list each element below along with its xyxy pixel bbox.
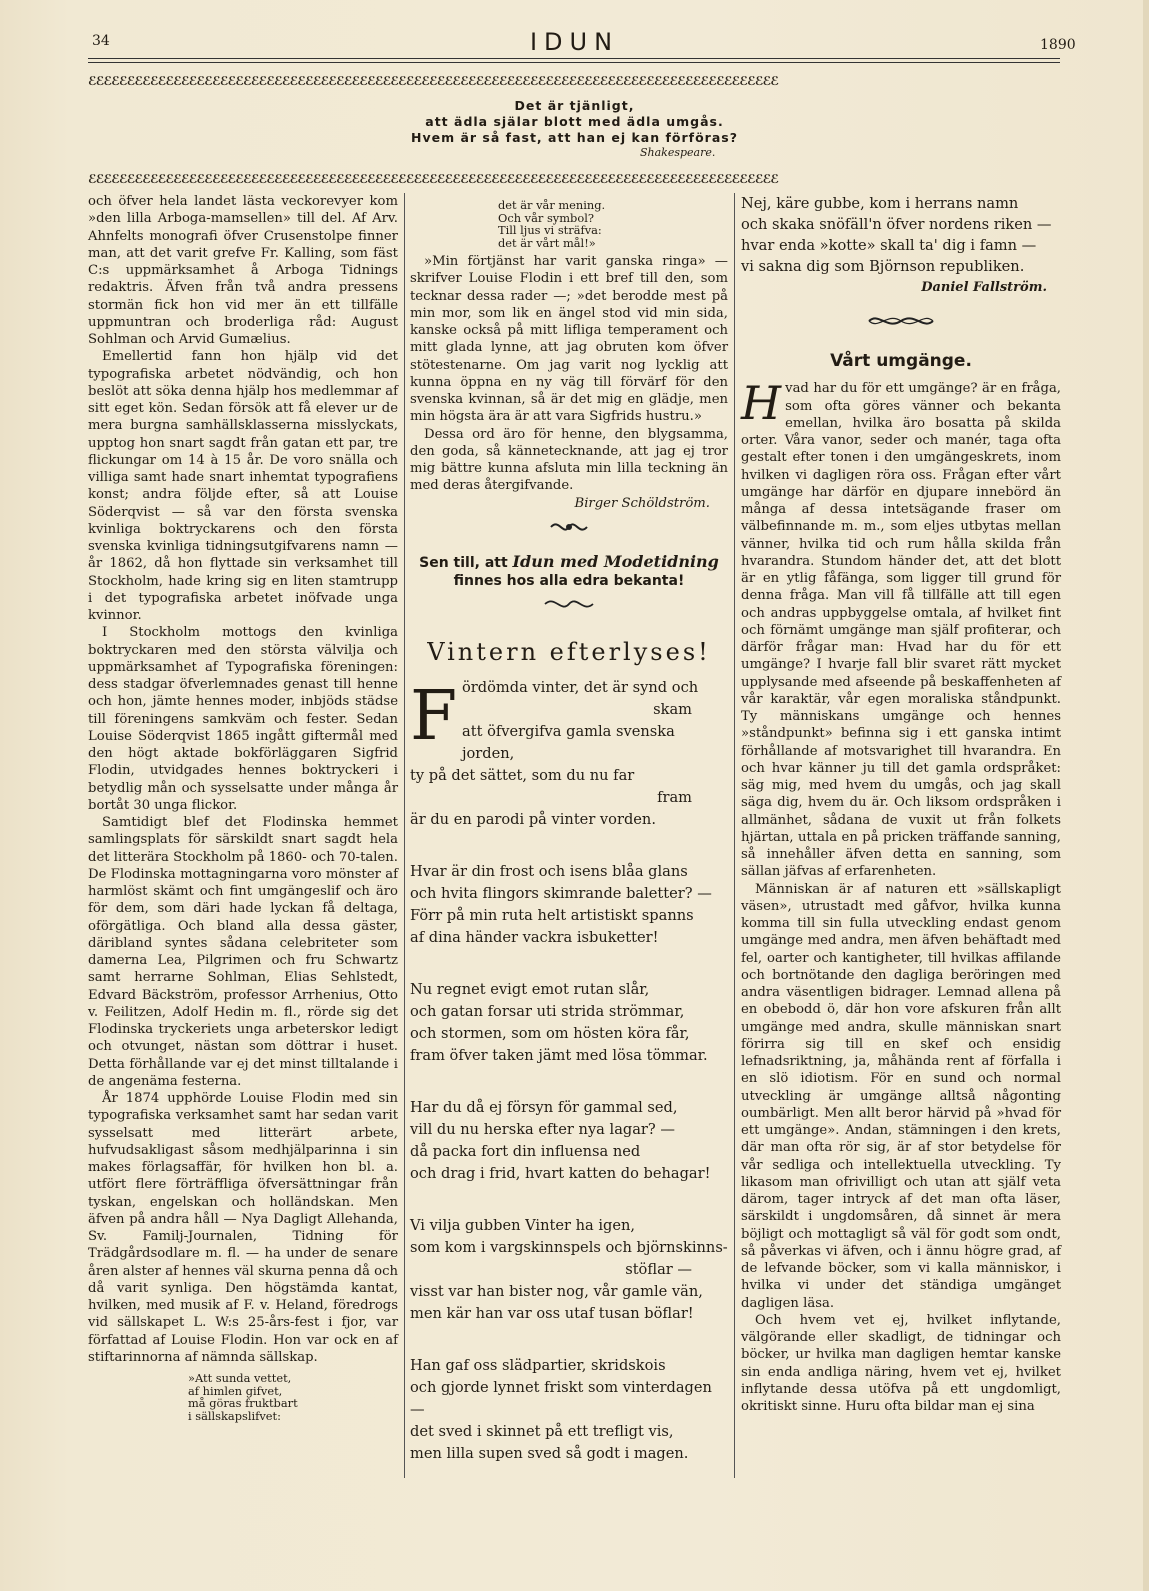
verse-line: det är vår mening. xyxy=(498,198,606,212)
header-rule xyxy=(88,58,1060,59)
poem-line: stöflar — xyxy=(625,1261,692,1278)
poem-line: då packa fort din influensa ned xyxy=(410,1143,641,1160)
page-number: 34 xyxy=(92,33,110,49)
paragraph: Dessa ord äro för henne, den blygsamma, den goda, så kännetecknande, att jag ej tror mig bättre kunna afsluta min lilla teckning än med deras återgifvande. xyxy=(410,426,728,494)
poem-line: att öfvergifva gamla svenska jorden, xyxy=(462,723,675,762)
poem-line: af dina händer vackra isbuketter! xyxy=(410,929,659,946)
ad-publication: Idun med Modetidning xyxy=(512,551,719,571)
epigraph-line: att ädla själar blott med ädla umgås. xyxy=(425,114,724,129)
verse-line: Till ljus vi sträfva: xyxy=(498,223,602,237)
header-rule-2 xyxy=(88,62,1060,63)
poem-line: men lilla supen sved så godt i magen. xyxy=(410,1445,689,1462)
author-signature: Daniel Fallström. xyxy=(921,280,1047,295)
poem-line: ty på det sättet, som du nu far xyxy=(410,767,635,784)
poem-line: Förr på min ruta helt artistiskt spanns xyxy=(410,907,694,924)
verse-line: af himlen gifvet, xyxy=(188,1383,283,1398)
poem-line: hvar enda »kotte» skall ta' dig i famn — xyxy=(741,237,1037,254)
column-divider xyxy=(404,193,405,1478)
poem-line: och gjorde lynnet friskt som vinterdagen — xyxy=(410,1379,712,1418)
flourish-ornament xyxy=(741,312,1061,335)
epigraph-source: Shakespeare. xyxy=(640,146,716,159)
paragraph: vad har du för ett umgänge? är en fråga, som ofta göres vänner och bekanta emellan, hvilka äro bosatta på skilda orter. Våra vanor, seder och manér, taga ofta gestalt efter tonen i den umgängeskrets, inom hvilken vi dagligen röra oss. Frågan efter vårt umgänge har därför en djupare innebörd än många af dessa intetsägande fraser om välbefinnande m. m., som eljes utbytas mellan vänner, hvilka tid och rum hålla skilda från hvarandra. Stundom händer det, att det blott är en ytlig fåfänga, som ligger till grund för denna fråga. Man vill få tillfälle att till egen och andras uppbyggelse omtala, af hvilket fint och förnämt umgänge man själf profiterar, och därför frågar man: Hvad har du för ett umgänge? I hvarje fall blir svaret rätt mycket upplysande med afseende på beskaffenheten af vår karaktär, vår egen moraliska ståndpunkt. Ty människans umgänge och hennes »ståndpunkt» befinna sig i ett ganska intimt förhållande af motsvarighet till hvarandra. En och hvar känner ju till det gamla ordspråket: säg mig, med hvem du umgås, och jag skall säga dig, hvem du är. Och liksom ordspråken i allmänhet, sådana de vuxit ut från folkets hjärtan, uttala en på pricken träffande sanning, så innehåller äfven detta en sanning, som sällan jäfvas af erfarenheten. xyxy=(741,381,1061,880)
poem-line: ördömda vinter, det är synd och xyxy=(462,679,699,696)
verse-line: Och vår symbol? xyxy=(498,210,594,225)
poem-line: fram öfver taken jämt med lösa tömmar. xyxy=(410,1047,708,1064)
flourish-ornament xyxy=(410,596,728,616)
page-edge xyxy=(1143,0,1149,1591)
stanza xyxy=(410,677,728,831)
paragraph: och öfver hela landet lästa veckorevyer kom »den lilla Arboga-mamsellen» till del. Af Arv. Ahnfelts monografi öfver Crusenstolpe finner man, att det varit grefve Fr. Kalling, som fäst C:s uppmärksamhet å Arboga Tidnings redaktris. Äfven från två andra pressens stormän fick hon vid mer än ett tillfälle uppmuntran och broderliga råd: August Sohlman och Arvid Gumælius. xyxy=(88,194,398,347)
poem-line: skam xyxy=(653,701,692,718)
stanza xyxy=(410,1355,728,1465)
verse-line: det är vårt mål!» xyxy=(498,235,596,250)
poem-line: och gatan forsar uti strida strömmar, xyxy=(410,1003,685,1020)
poem-line: Nej, käre gubbe, kom i herrans namn xyxy=(741,195,1019,212)
drop-cap: F xyxy=(410,677,458,756)
epigraph xyxy=(0,98,1149,146)
author-signature: Birger Schöldström. xyxy=(574,495,710,511)
verse-line: i sällskapslifvet: xyxy=(188,1408,281,1423)
flourish-icon xyxy=(543,597,595,611)
poem-title: Vintern efterlyses! xyxy=(427,637,711,666)
epigraph-line: Det är tjänligt, xyxy=(514,98,635,113)
poem-line: men kär han var oss utaf tusan böflar! xyxy=(410,1305,694,1322)
poem-line: är du en parodi på vinter vorden. xyxy=(410,811,656,828)
masthead-title: IDUN xyxy=(529,28,620,56)
poem-line: och hvita flingors skimrande baletter? — xyxy=(410,885,712,902)
poem-line: som kom i vargskinnspels och björnskinns- xyxy=(410,1239,728,1256)
section-title: Vårt umgänge. xyxy=(830,351,972,371)
column-divider xyxy=(734,193,735,1478)
ornament-border-bottom: ℰℰℰℰℰℰℰℰℰℰℰℰℰℰℰℰℰℰℰℰℰℰℰℰℰℰℰℰℰℰℰℰℰℰℰℰℰℰℰℰℰℰℰℰℰℰℰℰℰℰℰℰℰℰℰℰℰℰℰℰℰℰℰℰℰℰℰℰℰℰℰℰℰℰℰℰℰℰℰℰℰℰℰℰℰℰℰℰℰ xyxy=(88,172,779,186)
cantata-verse-cont xyxy=(410,199,728,249)
ad-prefix: Sen till, att xyxy=(419,554,508,571)
paragraph: Och hvem vet ej, hvilket inflytande, välgörande eller skadligt, de tidningar och böcker, ur hvilka man dagligen hemtar kanske sin enda andliga näring, hvem vet ej, hvilket inflytande dessa utöfva på ett ungdomligt, okritiskt sinne. Huru ofta bildar man ej sina xyxy=(741,1312,1061,1414)
paragraph: Emellertid fann hon hjälp vid det typografiska arbetet nödvändig, och hon beslöt att söka denna hjälp hos medlemmar af sitt eget kön. Sedan försök att få elever ur de mera burgna samhällsklasserna misslyckats, upptog hon snart sagdt från gatan ett par, tre flickungar om 14 à 15 år. De voro snälla och villiga samt hade snart inhemtat typografiens konst; andra följde efter, så att Louise Söderqvist — så var den första svenska kvinliga boktryckarens och den första svenska kvinliga tidningsutgifvarens namn — år 1862, då hon flyttade sin verksamhet till Stockholm, hade kring sig en liten stamtrupp i det typografiska arbetet inöfvade unga kvinnor. xyxy=(88,349,398,623)
ad-suffix: finnes hos alla edra bekanta! xyxy=(453,572,685,589)
issue-year: 1890 xyxy=(1040,37,1076,53)
column-3 xyxy=(741,193,1061,1415)
poem-line: vi sakna dig som Björnson republiken. xyxy=(741,258,1025,275)
poem-line: fram xyxy=(657,789,692,806)
poem-line: det sved i skinnet på ett trefligt vis, xyxy=(410,1423,674,1440)
ornament-border-top: ℰℰℰℰℰℰℰℰℰℰℰℰℰℰℰℰℰℰℰℰℰℰℰℰℰℰℰℰℰℰℰℰℰℰℰℰℰℰℰℰℰℰℰℰℰℰℰℰℰℰℰℰℰℰℰℰℰℰℰℰℰℰℰℰℰℰℰℰℰℰℰℰℰℰℰℰℰℰℰℰℰℰℰℰℰℰℰℰℰ xyxy=(88,74,779,88)
poem-vintern xyxy=(410,677,728,1465)
poem-line: Vi vilja gubben Vinter ha igen, xyxy=(410,1217,636,1234)
poem-line: och drag i frid, hvart katten do behagar! xyxy=(410,1165,711,1182)
flourish-icon xyxy=(549,518,589,536)
column-2 xyxy=(410,193,728,1487)
poem-line: Nu regnet evigt emot rutan slår, xyxy=(410,981,650,998)
paragraph: År 1874 upphörde Louise Flodin med sin typografiska verksamhet samt har sedan varit sysselsatt med litterärt arbete, hufvudsakligast såsom medhjälparinna i sin makes förlagsaffär, för hvilken hon bl. a. utfört flere förträffliga öfversättningar från tyskan, engelskan och holländskan. Men äfven på andra håll — Nya Dagligt Allehanda, Sv. Familj-Journalen, Tidning för Trädgårdsodlare m. fl. — ha under de senare åren alster af hennes väl skurna penna då och då varit synliga. Den högstämda kantat, hvilken, med musik af F. v. Heland, föredrogs vid sällskapet L. W:s 25-års-fest i fjor, var författad af Louise Flodin. Hon var ock en af stiftarinnorna af nämnda sällskap. xyxy=(88,1091,398,1365)
verse-line: må göras fruktbart xyxy=(188,1396,298,1410)
poem-line: och stormen, som om hösten köra får, xyxy=(410,1025,690,1042)
flourish-icon xyxy=(865,312,937,330)
poem-line: vill du nu herska efter nya lagar? — xyxy=(410,1121,675,1138)
stanza xyxy=(410,979,728,1067)
stanza xyxy=(410,1097,728,1185)
poem-line: Han gaf oss slädpartier, skridskois xyxy=(410,1357,666,1374)
poem-ending xyxy=(741,193,1061,298)
flourish-ornament xyxy=(410,518,728,541)
stanza xyxy=(410,861,728,949)
paragraph: I Stockholm mottogs den kvinliga boktryckaren med den största välvilja och uppmärksamhet af Typografiska föreningen: dess stadgar öfverlemnades genast till henne och hon, jämte hennes moder, inbjöds städse till föreningens samkväm och fester. Sedan Louise Söderqvist 1865 ingått giftermål med den högt aktade bokförläggaren Sigfrid Flodin, utvidgades hennes boktryckeri i betydlig mån och sysselsatte under många år bortåt 30 unga flickor. xyxy=(88,625,398,813)
poem-line: Har du då ej försyn för gammal sed, xyxy=(410,1099,678,1116)
verse-line: »Att sunda vettet, xyxy=(188,1371,292,1385)
poem-line: Hvar är din frost och isens blåa glans xyxy=(410,863,688,880)
advertisement xyxy=(410,553,728,590)
column-1 xyxy=(88,193,398,1422)
paragraph: Människan är af naturen ett »sällskapligt väsen», utrustadt med gåfvor, hvilka kunna komma till sin fulla utveckling endast genom umgänge med andra, men äfven behäftadt med fel, oarter och kantigheter, till hvilkas affilande och bortnötande den dagliga beröringen med andra väsentligen bidrager. Lemnad allena på en obebodd ö, där hon vore afskuren från allt umgänge med andra, skulle människan snart förirra sig till en skef och ensidig lefnadsriktning, ja, måhända rent af förfalla i en slö idiotism. För en sund och normal utveckling är umgänge alltså någonting oumbärligt. Men allt beror härvid på »hvad för ett umgänge». Andan, stämningen i den krets, där man ofta rör sig, är af stor betydelse för vår sedliga och intellektuella utveckling. Ty likasom man ofrivilligt och utan att själf veta därom, tager intryck af det man ofta läser, särskildt i ungdomsåren, då sinnet är mera böjligt och mottagligt så väl för godt som ondt, så påverkas vi äfven, och i ännu högre grad, af de lefvande böcker, som vi kalla människor, i hvilka vi under det ständiga umgänget dagligen läsa. xyxy=(741,881,1061,1311)
paragraph: Samtidigt blef det Flodinska hemmet samlingsplats för särskildt snart sagdt hela det litterära Stockholm på 1860- och 70-talen. De Flodinska mottagningarna voro mönster af harmlöst skämt och fint umgängeslif och äro för dem, som däri hade lyckan få deltaga, oförgätliga. Och bland alla dessa gäster, däribland syntes sådana celebriteter som damerna Lea, Pilgrimen och fru Schwartz samt herrarne Sohlman, Elias Sehlstedt, Edvard Bäckström, professor Arrhenius, Otto v. Feilitzen, Adolf Hedin m. fl., rörde sig det Flodinska tryckeriets unga arbeterskor ledigt och otvunget, nästan som döttrar i huset. Detta förhållande var ej det minst tilltalande i de angenäma festerna. xyxy=(88,815,398,1089)
drop-cap: H xyxy=(741,376,782,431)
poem-line: visst var han bister nog, vår gamle vän, xyxy=(410,1283,703,1300)
cantata-verse xyxy=(88,1372,398,1422)
paragraph: »Min förtjänst har varit ganska ringa» — skrifver Louise Flodin i ett bref till den, som tecknar dessa rader —; »det berodde mest på min mor, som lik en ängel stod vid min sida, kanske också på mitt lifliga temperament och mitt glada lynne, att jag obruten kom öfver stötestenarne. Om jag varit nog lycklig att kunna öppna en ny väg till förvärf för den svenska kvinnan, så är det mig en glädje, men min högsta ära är att vara Sigfrids hustru.» xyxy=(410,254,728,425)
stanza xyxy=(410,1215,728,1325)
poem-line: och skaka snöfäll'n öfver nordens riken — xyxy=(741,216,1052,233)
epigraph-line: Hvem är så fast, att han ej kan förföras? xyxy=(411,130,738,145)
